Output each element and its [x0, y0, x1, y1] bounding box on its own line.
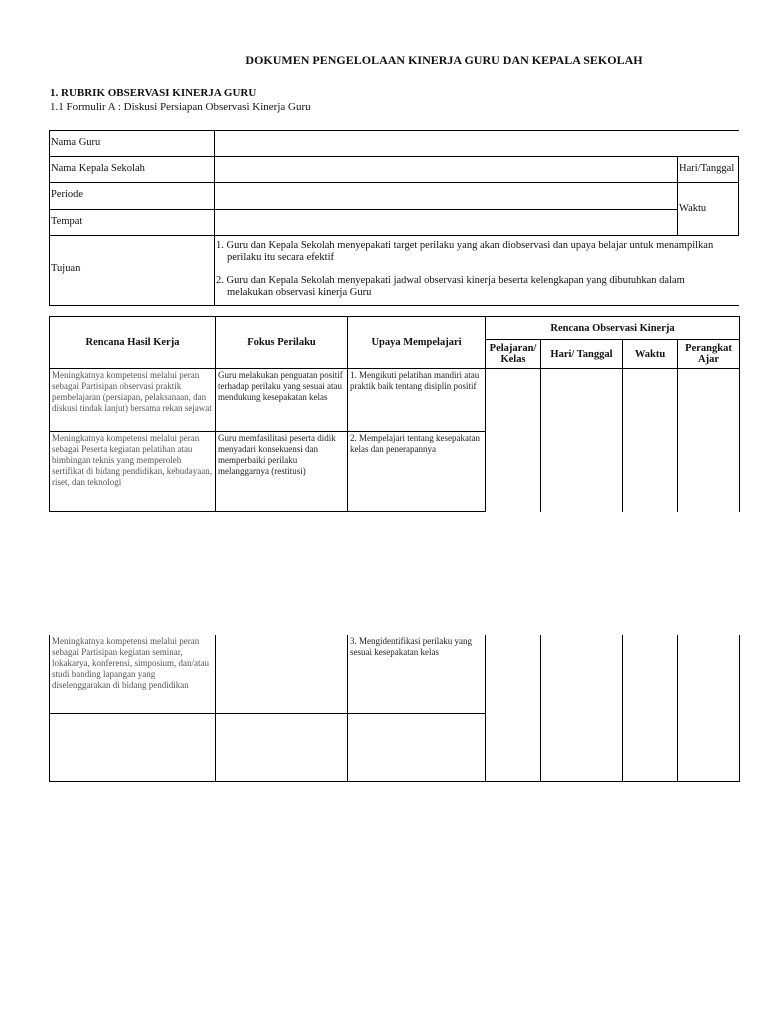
- fokus-cell: Guru memfasilitasi peserta didik menyadari konsekuensi dan memperbaiki perilaku melanggarnya (restitusi): [216, 432, 348, 512]
- rencana-cell: Meningkatnya kompetensi melalui peran sebagai Partisipan kegiatan seminar, lokakarya, konferensi, simposium, dan/atau studi banding lapangan yang diselenggarakan di bidang pendidikan: [50, 635, 216, 713]
- observation-plan-table: [49, 316, 740, 512]
- hari-tanggal-label: Hari/Tanggal: [679, 163, 735, 174]
- upaya-cell: 2. Mempelajari tentang kesepakatan kelas dan penerapannya: [348, 432, 486, 512]
- header-fokus: Fokus Perilaku: [216, 317, 348, 369]
- tujuan-item-1: 1. Guru dan Kepala Sekolah menyepakati target perilaku yang akan diobservasi dan upaya belajar untuk menampilkan: [216, 240, 714, 251]
- header-upaya: Upaya Mempelajari: [348, 317, 486, 369]
- hari-cell: [541, 635, 623, 781]
- header-rencana-observasi: Rencana Observasi Kinerja: [486, 317, 740, 340]
- perangkat-cell: [678, 635, 740, 781]
- tujuan-label: Tujuan: [51, 263, 81, 274]
- header-pelajaran: Pelajaran/ Kelas: [486, 340, 541, 369]
- table-row: [50, 369, 740, 432]
- tujuan-item-1-cont: perilaku itu secara efektif: [227, 252, 334, 263]
- nama-kepala-label: Nama Kepala Sekolah: [51, 163, 145, 174]
- hari-cell: [541, 369, 623, 512]
- pelajaran-cell: [486, 369, 541, 512]
- fokus-cell: Guru melakukan penguatan positif terhadap perilaku yang sesuai atau mendukung kesepakatan kelas: [216, 369, 348, 432]
- upaya-cell-empty: [348, 713, 486, 781]
- section-subheading: 1.1 Formulir A : Diskusi Persiapan Observasi Kinerja Guru: [50, 101, 311, 113]
- header-rencana-hasil: Rencana Hasil Kerja: [50, 317, 216, 369]
- pelajaran-cell: [486, 635, 541, 781]
- upaya-cell: 3. Mengidentifikasi perilaku yang sesuai kesepakatan kelas: [348, 635, 486, 713]
- waktu-label: Waktu: [679, 203, 707, 214]
- perangkat-cell: [678, 369, 740, 512]
- nama-guru-label: Nama Guru: [51, 137, 101, 148]
- fokus-cell: [216, 635, 348, 713]
- tujuan-item-2-cont: melakukan observasi kinerja Guru: [227, 287, 372, 298]
- tujuan-item-2: 2. Guru dan Kepala Sekolah menyepakati jadwal observasi kinerja beserta kelengkapan yang dibutuhkan dalam: [216, 275, 685, 286]
- header-perangkat: Perangkat Ajar: [678, 340, 740, 369]
- rencana-cell-empty: [50, 713, 216, 781]
- tempat-label: Tempat: [51, 216, 83, 227]
- fokus-cell-empty: [216, 713, 348, 781]
- periode-label: Periode: [51, 189, 84, 200]
- observation-plan-table-cont: [49, 635, 740, 782]
- header-hari: Hari/ Tanggal: [541, 340, 623, 369]
- section-heading: 1. RUBRIK OBSERVASI KINERJA GURU: [50, 87, 257, 99]
- document-title: DOKUMEN PENGELOLAAN KINERJA GURU DAN KEPALA SEKOLAH: [245, 53, 643, 67]
- header-waktu: Waktu: [623, 340, 678, 369]
- rencana-cell: Meningkatnya kompetensi melalui peran sebagai Partisipan observasi praktik pembelajaran (persiapan, pelaksanaan, dan diskusi tindak lanjut) bersama rekan sejawat: [50, 369, 216, 432]
- rencana-cell: Meningkatnya kompetensi melalui peran sebagai Peserta kegiatan pelatihan atau bimbingan teknis yang memperoleh sertifikat di bidang pendidikan, kebudayaan, riset, dan teknologi: [50, 432, 216, 512]
- waktu-cell: [623, 369, 678, 512]
- table-row: [50, 635, 740, 713]
- upaya-cell: 1. Mengikuti pelatihan mandiri atau praktik baik tentang disiplin positif: [348, 369, 486, 432]
- waktu-cell: [623, 635, 678, 781]
